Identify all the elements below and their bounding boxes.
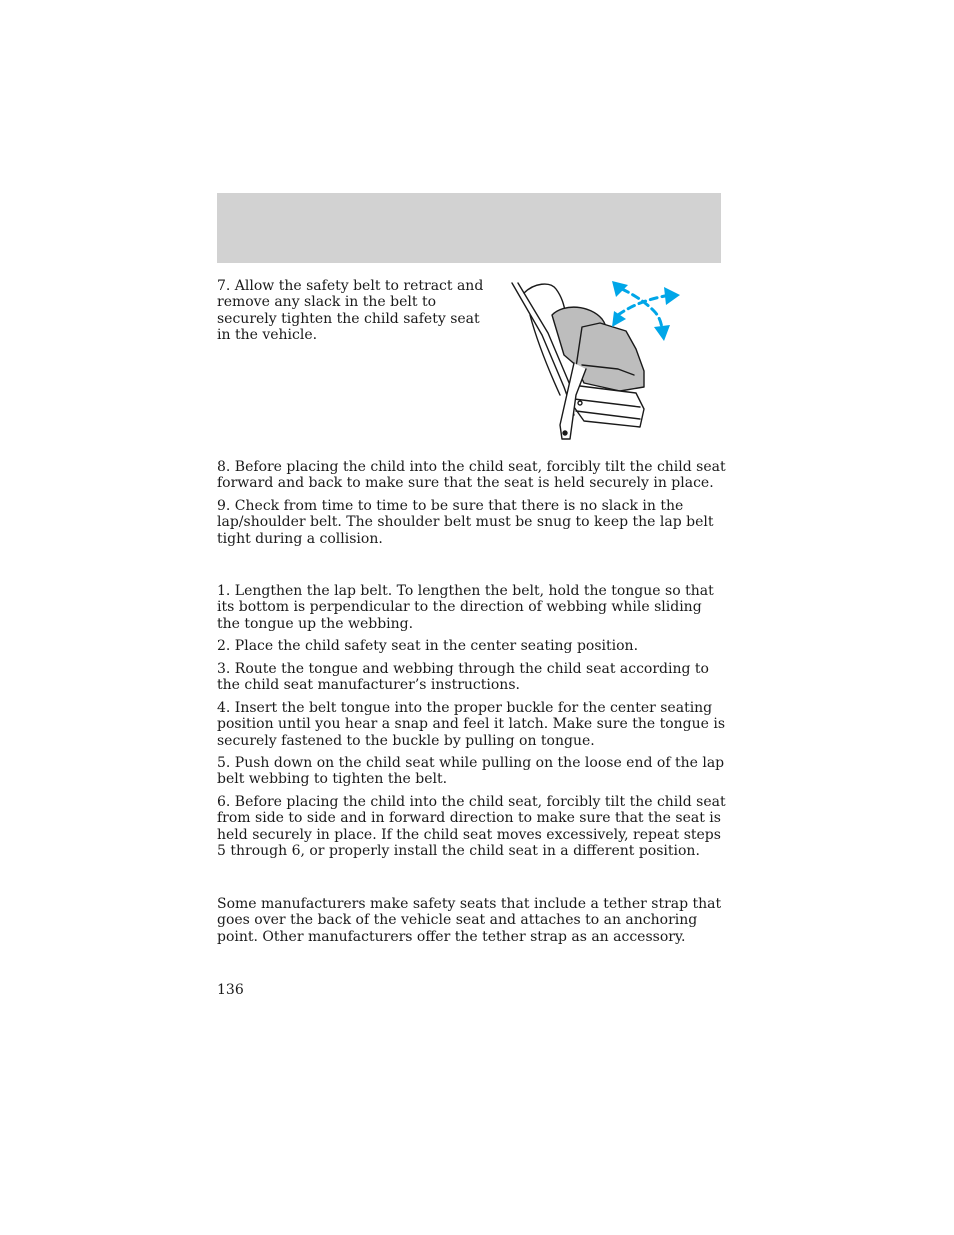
step-8-text: 8. Before placing the child into the child seat, forcibly tilt the child seat forward and back to make sure that the seat is held securely in place. — [217, 459, 726, 492]
step-6-text: 6. Before placing the child into the child seat, forcibly tilt the child seat from side to side and in forward direction to make sure that the seat is held securely in place. If the child seat moves excessively, repeat steps 5 through 6, or properly install the child seat in a different position. — [217, 794, 726, 859]
step-3-text: 3. Route the tongue and webbing through the child seat according to the child seat manufacturer’s instructions. — [217, 661, 709, 694]
step-7-text: 7. Allow the safety belt to retract and remove any slack in the belt to securely tighten the child safety seat in the vehicle. — [217, 278, 484, 343]
tether-strap-text: Some manufacturers make safety seats that include a tether strap that goes over the back of the vehicle seat and attaches to an anchoring point. Other manufacturers offer the tether strap as an accessory. — [217, 896, 722, 945]
step-4-text: 4. Insert the belt tongue into the proper buckle for the center seating position until you hear a snap and feel it latch. Make sure the tongue is securely fastened to the buckle by pulling on tongue. — [217, 700, 726, 749]
child-seat-icon — [504, 275, 689, 447]
section-header-band — [217, 193, 721, 263]
step-5-text: 5. Push down on the child seat while pulling on the loose end of the lap belt webbing to tighten the belt. — [217, 755, 725, 788]
step-2-text: 2. Place the child safety seat in the center seating position. — [217, 638, 639, 654]
child-seat-illustration — [504, 275, 689, 447]
page-number: 136 — [217, 982, 244, 998]
step-9-text: 9. Check from time to time to be sure that there is no slack in the lap/shoulder belt. The shoulder belt must be snug to keep the lap belt tight during a collision. — [217, 498, 714, 547]
step-1-text: 1. Lengthen the lap belt. To lengthen the belt, hold the tongue so that its bottom is perpendicular to the direction of webbing while sliding the tongue up the webbing. — [217, 583, 714, 632]
